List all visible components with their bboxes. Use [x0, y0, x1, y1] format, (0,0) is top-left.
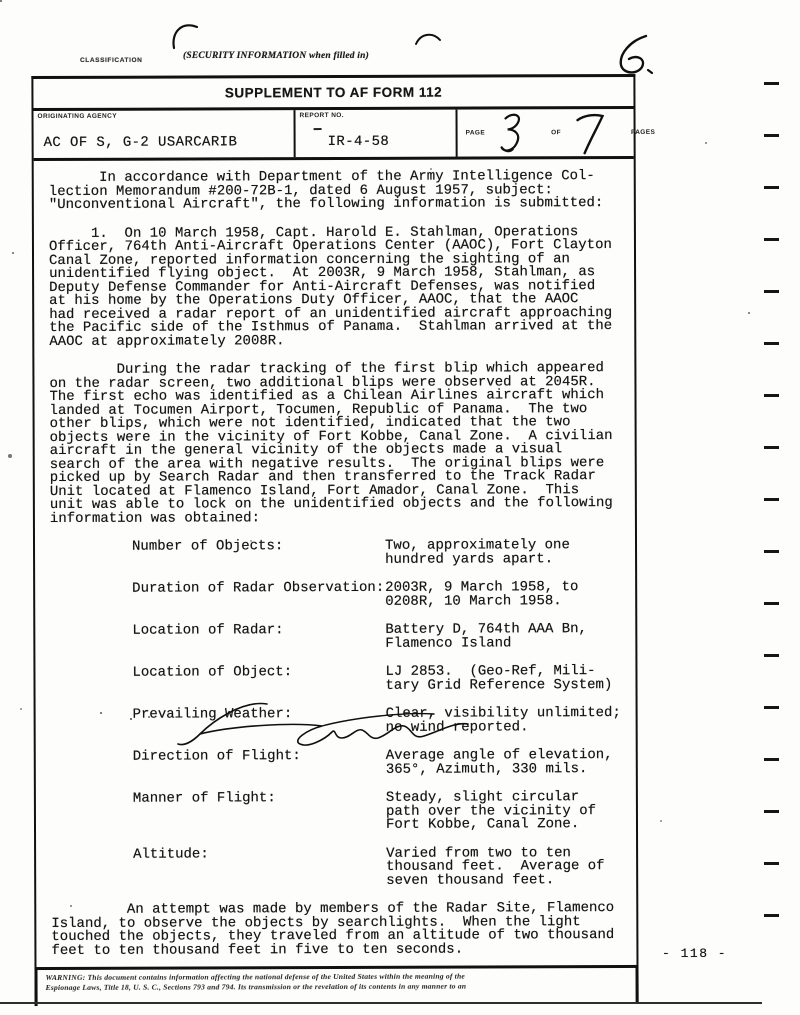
handwritten-squiggle-center	[414, 30, 442, 48]
paragraph-radar-tracking: During the radar tracking of the first blip which appeared on the radar screen, two additional blips were observed at 2045R. The first echo was identified as a Chilean Airlines aircraft which landed at Tocumen Airport, Tocumen, Republic of Panama. The two other blips, which were not identified, indicated that the two objects were in the vicinity of Fort Kobbe, Canal Zone. A civilian aircraft in the general vicinity of the objects made a visual search of the area with negative results. The original blips were picked up by Search Radar and then transferred to the Track Radar Unit located at Flamenco Island, Fort Amador, Canal Zone. This unit was able to lock on the unidentified objects and the following information was obtained:	[49, 360, 613, 527]
form-title: SUPPLEMENT TO AF FORM 112	[33, 77, 633, 111]
handwritten-squiggle-left	[170, 18, 204, 52]
field-label: Direction of Flight:	[132, 748, 301, 765]
field-label: Duration of Radar Observation:	[132, 579, 385, 597]
handwritten-signature	[172, 696, 472, 754]
originating-agency-cell	[34, 110, 296, 158]
field-value: Two, approximately one hundred yards apart.	[384, 537, 570, 568]
field-value: Varied from two to ten thousand feet. Average of seven thousand feet.	[386, 844, 605, 889]
report-no-label: REPORT NO.	[299, 111, 344, 120]
of-label: OF	[551, 129, 561, 137]
field-value: Average angle of elevation, 365°, Azimuth, 330 mils.	[385, 747, 613, 778]
scan-edge-line	[0, 1002, 762, 1004]
field-label: Number of Objects:	[131, 538, 284, 555]
field-object-location	[132, 665, 628, 694]
report-no-cell	[295, 110, 457, 158]
report-no-value: IR-4-58	[327, 133, 390, 151]
page-count-cell	[457, 109, 656, 157]
page-number-stamp: - 118 -	[662, 946, 728, 961]
binder-margin-dashes	[764, 82, 779, 962]
field-value: Clear, visibility unlimited; no wind reported.	[385, 705, 621, 736]
field-label: Manner of Flight:	[132, 790, 276, 807]
field-number-of-objects	[132, 539, 628, 568]
af-form-112-supplement-box	[31, 74, 656, 1006]
field-label: Prevailing Weather:	[132, 706, 293, 723]
espionage-warning-notice: WARNING: This document contains information affecting the national defense of the United States within the meaning of the Espionage Laws, Title 18, U. S. C., Sections 793 and 794. Its transmission or the revelation of its contents in any manner to an	[34, 965, 638, 1006]
security-information-note: (SECURITY INFORMATION when filled in)	[183, 51, 369, 61]
field-value: Battery D, 764th AAA Bn, Flamenco Island	[385, 621, 587, 652]
originating-agency-label: ORIGINATING AGENCY	[37, 112, 117, 121]
paragraph-searchlight-attempt: An attempt was made by members of the Radar Site, Flamenco Island, to observe the objects by searchlights. When the light touched the objects, they traveled from an altitude of two thousand feet to ten thousand feet in five to ten seconds.	[51, 900, 615, 959]
field-label: Altitude:	[133, 845, 209, 863]
handwritten-mark-6	[612, 32, 658, 78]
report-body	[49, 170, 630, 973]
originating-agency-value: AC OF S, G-2 USARCARIB	[43, 134, 238, 152]
classification-label: CLASSIFICATION	[80, 57, 143, 64]
field-radar-location	[132, 623, 628, 652]
field-value: 2003R, 9 March 1958, to 0208R, 10 March 1958.	[385, 579, 579, 610]
field-value: Steady, slight circular path over the vicinity of Fort Kobbe, Canal Zone.	[385, 789, 597, 833]
page-label: PAGE	[465, 129, 486, 137]
field-manner-of-flight	[133, 791, 629, 833]
paragraph-sighting-report: 1. On 10 March 1958, Capt. Harold E. Stahlman, Operations Officer, 764th Anti-Aircraft Operations Center (AAOC), Fort Clayton Canal Zone, reported information concerning the sighting of an unidentified flying object. At 2003R, 9 March 1958, Stahlman, as Deputy Defense Commander for Anti-Aircraft Defenses, was notified at his home by the Operations Duty Officer, AAOC, that the AAOC had received a radar report of an unidentified aircraft approaching the Pacific side of the Isthmus of Panama. Stahlman arrived at the AAOC at approximately 2008R.	[48, 223, 613, 350]
pages-label: PAGES	[630, 128, 656, 136]
handwritten-pages-number	[575, 111, 605, 155]
field-label: Location of Object:	[132, 664, 293, 681]
field-label: Location of Radar:	[132, 622, 284, 639]
field-value: LJ 2853. (Geo-Ref, Mili- tary Grid Reference System)	[385, 663, 613, 694]
field-duration	[132, 581, 628, 610]
form-header-fields	[34, 109, 656, 161]
handwritten-page-number	[499, 111, 525, 155]
stray-pen-dash	[314, 128, 322, 130]
scan-noise	[0, 0, 2, 2]
field-altitude	[133, 846, 629, 888]
paragraph-preamble: In accordance with Department of the Army Intelligence Col- lection Memorandum #200-72B-1, dated 6 August 1957, subject: "Unconventional Aircraft", the following information is submitted:	[48, 168, 604, 213]
